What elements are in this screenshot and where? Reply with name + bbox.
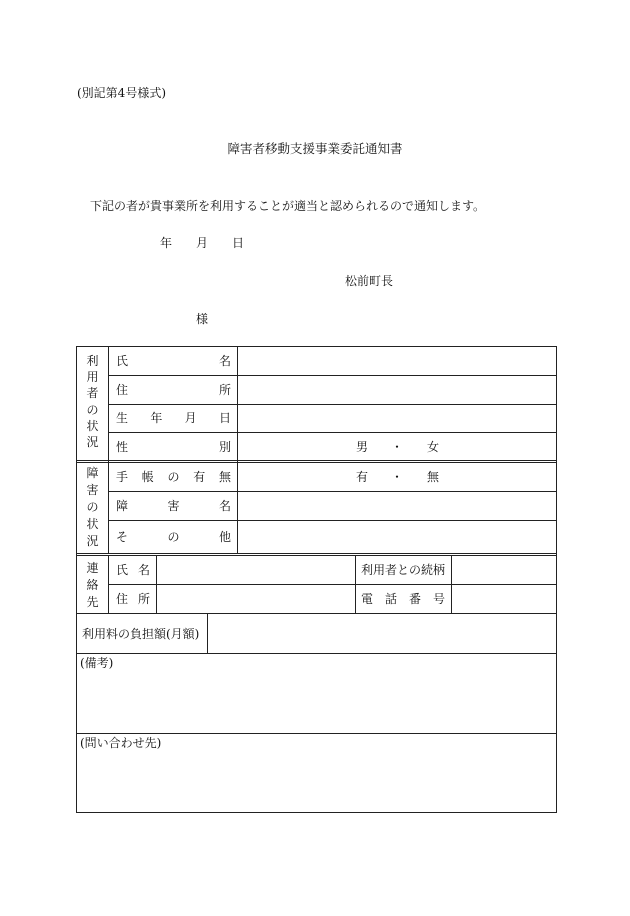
label-char: 電: [361, 592, 374, 606]
remarks-label: (備考): [80, 656, 114, 670]
label-disability-name: [116, 500, 231, 512]
label-address: [116, 384, 231, 396]
user-section-heading: [77, 355, 108, 448]
contact-name-field[interactable]: [158, 557, 354, 583]
label-char: 名: [218, 354, 231, 368]
divider: [207, 613, 208, 653]
label-char: そ: [116, 530, 129, 544]
fee-label: 利用料の負担額(月額): [82, 627, 200, 641]
divider: [108, 584, 556, 585]
handbook-option-no[interactable]: 無: [427, 470, 440, 484]
divider: [108, 432, 556, 433]
contact-name-label: [116, 564, 150, 576]
heading-char: 害: [86, 483, 99, 497]
divider: [76, 613, 557, 614]
label-char: の: [167, 470, 180, 484]
label-char: 名: [137, 563, 150, 577]
label-char: 氏: [116, 354, 129, 368]
divider: [108, 346, 109, 554]
divider: [108, 375, 556, 376]
inquiry-label: (問い合わせ先): [80, 736, 162, 750]
contact-address-field[interactable]: [158, 586, 354, 612]
user-birthdate-field[interactable]: [239, 406, 555, 431]
heading-char: の: [86, 402, 99, 417]
section-divider: [76, 553, 557, 556]
label-char: 障: [116, 499, 129, 513]
form-number: (別記第4号様式): [77, 86, 166, 100]
user-address-field[interactable]: [239, 377, 555, 403]
recipient-honorific: 様: [196, 312, 209, 326]
phone-label: [361, 593, 445, 605]
label-char: 性: [116, 440, 129, 454]
fee-field[interactable]: [209, 615, 555, 652]
divider: [108, 491, 556, 492]
label-char: 年: [150, 411, 163, 425]
table-border-bottom: [76, 812, 557, 813]
sex-option-female[interactable]: 女: [427, 440, 440, 454]
heading-char: 障: [86, 466, 99, 480]
disability-section-heading: [77, 467, 108, 547]
section-divider: [76, 460, 557, 463]
document-title: 障害者移動支援事業委託通知書: [227, 141, 403, 156]
handbook-option-yes[interactable]: 有: [356, 470, 369, 484]
heading-char: 連: [86, 561, 99, 575]
heading-char: 利: [86, 354, 99, 368]
label-char: 月: [184, 411, 197, 425]
table-border-right: [556, 346, 557, 813]
divider: [76, 653, 557, 654]
heading-char: 用: [86, 370, 99, 385]
user-name-field[interactable]: [239, 348, 555, 374]
label-char: 害: [167, 499, 180, 513]
label-char: 番: [408, 592, 421, 606]
label-char: 話: [384, 592, 397, 606]
heading-char: 先: [86, 595, 99, 609]
label-char: 号: [432, 592, 445, 606]
table-border-top: [76, 346, 557, 347]
divider: [237, 346, 238, 554]
label-char: 所: [137, 592, 150, 606]
heading-char: 況: [86, 534, 99, 548]
divider: [76, 733, 557, 734]
heading-char: 者: [86, 386, 99, 401]
label-char: 氏: [116, 563, 129, 577]
label-char: 生: [116, 411, 129, 425]
remarks-field[interactable]: [78, 672, 555, 732]
label-char: 他: [218, 530, 231, 544]
inquiry-field[interactable]: [78, 752, 555, 811]
heading-char: 況: [86, 434, 99, 449]
label-handbook: [116, 471, 231, 483]
heading-char: 状: [86, 418, 99, 433]
label-char: 手: [116, 470, 129, 484]
label-char: 日: [218, 411, 231, 425]
label-other: [116, 531, 231, 543]
label-char: 住: [116, 592, 129, 606]
option-separator: ・: [391, 470, 404, 484]
label-char: 所: [218, 383, 231, 397]
heading-char: 絡: [86, 578, 99, 592]
divider: [108, 404, 556, 405]
sex-option-male[interactable]: 男: [356, 440, 369, 454]
divider: [108, 520, 556, 521]
other-field[interactable]: [239, 522, 555, 552]
relation-label: 利用者との続柄: [361, 563, 446, 577]
label-sex: [116, 441, 231, 453]
contact-address-label: [116, 593, 150, 605]
label-birthdate: [116, 412, 231, 424]
phone-field[interactable]: [453, 586, 555, 612]
issuer-name: 松前町長: [345, 274, 394, 288]
date-year-label: 年: [160, 236, 173, 250]
date-month-label: 月: [196, 236, 209, 250]
disability-name-field[interactable]: [239, 493, 555, 519]
label-char: 帳: [141, 470, 154, 484]
date-day-label: 日: [232, 236, 245, 250]
label-char: 住: [116, 383, 129, 397]
relation-field[interactable]: [453, 557, 555, 583]
contact-section-heading: [77, 562, 108, 608]
label-char: 有: [193, 470, 206, 484]
heading-char: の: [86, 500, 99, 514]
intro-text: 下記の者が貴事業所を利用することが適当と認められるので通知します。: [90, 199, 486, 213]
heading-char: 状: [86, 517, 99, 531]
option-separator: ・: [391, 440, 404, 454]
label-char: の: [167, 530, 180, 544]
label-name: [116, 355, 231, 367]
label-char: 別: [218, 440, 231, 454]
label-char: 無: [218, 470, 231, 484]
label-char: 名: [218, 499, 231, 513]
